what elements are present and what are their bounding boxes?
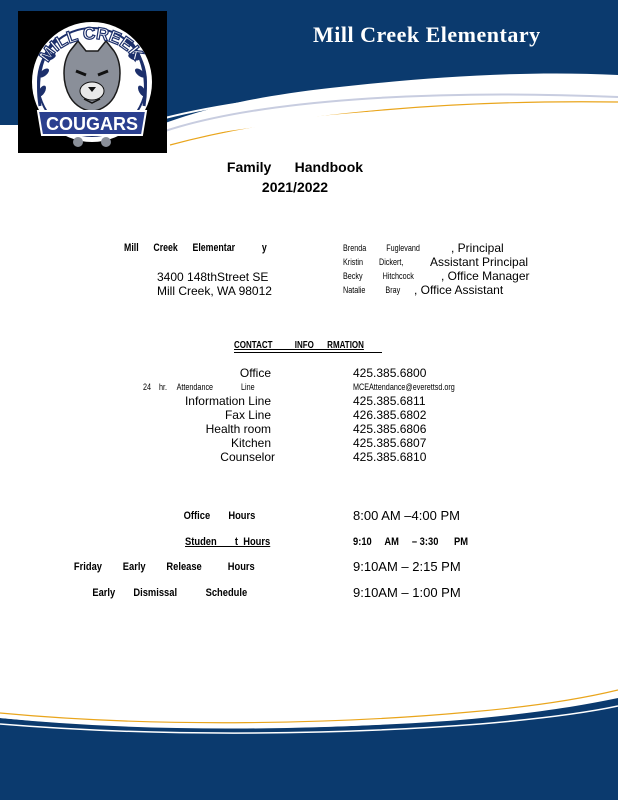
hours-label: Friday Early Release Hours — [74, 561, 255, 573]
hours-value: 8:00 AM –4:00 PM — [353, 508, 460, 523]
street-address: 3400 148thStreet SE — [157, 270, 269, 284]
contact-label: 24 hr. Attendance Line — [143, 382, 255, 392]
hours-value: 9:10AM – 2:15 PM — [353, 559, 461, 574]
handbook-title: Family Handbook — [226, 159, 364, 175]
contact-value: 425.385.6810 — [353, 450, 427, 464]
svg-text:COUGARS: COUGARS — [45, 114, 139, 134]
hours-value: 9:10AM – 1:00 PM — [353, 585, 461, 600]
contact-label: Counselor — [220, 450, 275, 464]
footer-wave — [0, 680, 618, 800]
staff-name: Becky Hitchcock — [343, 271, 414, 281]
school-name-address: Mill Creek Elementar y — [124, 242, 267, 254]
cougar-mascot-icon — [18, 11, 167, 153]
svg-text:MILL CREEK: MILL CREEK — [35, 23, 148, 66]
hours-label: Early Dismissal Schedule — [92, 587, 247, 599]
contact-value: 425.385.6807 — [353, 436, 427, 450]
contact-label: Information Line — [184, 394, 271, 408]
staff-name: Kristin Dickert, — [343, 257, 404, 267]
contact-label: Office — [239, 366, 271, 380]
contact-value: MCEAttendance@everettsd.org — [353, 382, 455, 392]
school-name: Mill Creek Elementary — [313, 22, 541, 47]
contact-value: 426.385.6802 — [353, 408, 427, 422]
contact-label: Health room — [205, 422, 271, 436]
contact-heading: CONTACT INFO RMATION — [234, 340, 364, 351]
school-year: 2021/2022 — [261, 179, 329, 195]
staff-role: Assistant Principal — [430, 255, 529, 269]
hours-label: Studen t Hours — [184, 536, 270, 548]
contact-heading-rule — [234, 352, 382, 353]
contact-value: 425.385.6806 — [353, 422, 427, 436]
contact-value: 425.385.6811 — [353, 394, 426, 408]
staff-role: , Principal — [451, 241, 504, 255]
cougars-logo — [18, 11, 167, 153]
staff-name: Natalie Bray — [343, 285, 401, 295]
city-address: Mill Creek, WA 98012 — [157, 284, 272, 298]
contact-value: 425.385.6800 — [353, 366, 427, 380]
contact-label: Kitchen — [230, 436, 271, 450]
staff-role: , Office Assistant — [414, 283, 504, 297]
contact-label: Fax Line — [224, 408, 271, 422]
staff-name: Brenda Fuglevand — [343, 243, 420, 253]
hours-label: Office Hours — [183, 510, 255, 522]
hours-value: 9:10 AM – 3:30 PM — [353, 536, 469, 548]
staff-role: , Office Manager — [441, 269, 530, 283]
